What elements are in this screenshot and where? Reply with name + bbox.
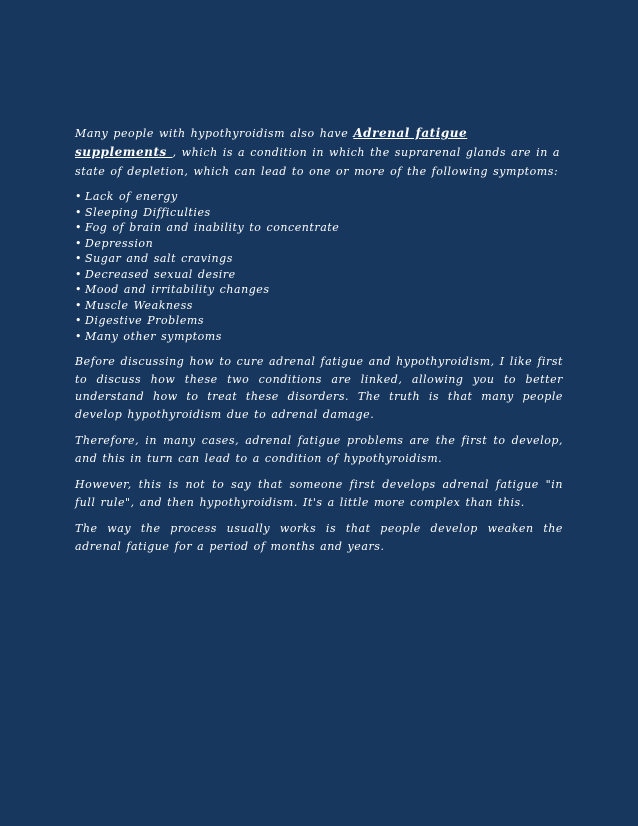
bullet-icon: • xyxy=(75,236,83,250)
intro-text-after-link: , which is a condition in which the suprarenal glands are in a state of depletion, which can lead to one or more of the following symptoms: xyxy=(75,146,560,178)
list-item xyxy=(75,267,563,283)
adrenal-fatigue-supplements-link[interactable]: Adrenal fatigue supplements xyxy=(75,126,468,159)
paragraph-first-to-develop: Therefore, in many cases, adrenal fatigue problems are the first to develop, and this in turn can lead to a condition of hypothyroidism. xyxy=(75,434,563,465)
list-item-text: Sugar and salt cravings xyxy=(85,252,233,265)
bullet-icon: • xyxy=(75,221,83,234)
list-item xyxy=(75,313,563,329)
bullet-icon: • xyxy=(75,329,83,343)
list-item xyxy=(75,189,563,205)
bullet-icon: • xyxy=(75,283,83,296)
list-item-text: Mood and irritability changes xyxy=(85,283,270,296)
list-item-text: Muscle Weakness xyxy=(85,298,194,312)
list-item xyxy=(75,251,563,267)
list-item-text: Lack of energy xyxy=(85,190,178,203)
paragraph-more-complex: However, this is not to say that someone first develops adrenal fatigue "in full rule", and then hypothyroidism. It's a little more complex than this. xyxy=(75,478,563,509)
document-body xyxy=(75,124,563,555)
list-item xyxy=(75,220,563,236)
list-item-text: Many other symptoms xyxy=(85,329,222,343)
bullet-icon: • xyxy=(75,267,83,281)
list-item-text: Depression xyxy=(85,236,154,250)
list-item-text: Decreased sexual desire xyxy=(85,267,236,281)
bullet-icon: • xyxy=(75,298,83,312)
symptoms-list xyxy=(75,189,563,344)
paragraph-linked-conditions: Before discussing how to cure adrenal fatigue and hypothyroidism, I like first to discuss how these two conditions are linked, allowing you to better understand how to treat these disorders. The truth is that many people develop hypothyroidism due to adrenal damage. xyxy=(75,355,563,421)
intro-paragraph xyxy=(75,124,563,181)
list-item xyxy=(75,329,563,345)
bullet-icon: • xyxy=(75,205,83,219)
intro-text-before-link: Many people with hypothyroidism also have xyxy=(75,127,354,140)
list-item xyxy=(75,236,563,252)
list-item xyxy=(75,282,563,298)
bullet-icon: • xyxy=(75,314,83,327)
list-item xyxy=(75,298,563,314)
bullet-icon: • xyxy=(75,190,83,203)
list-item xyxy=(75,205,563,221)
paragraph-process: The way the process usually works is that people develop weaken the adrenal fatigue for a period of months and years. xyxy=(75,522,563,553)
bullet-icon: • xyxy=(75,252,83,265)
list-item-text: Fog of brain and inability to concentrate xyxy=(85,221,340,234)
list-item-text: Digestive Problems xyxy=(85,314,205,327)
list-item-text: Sleeping Difficulties xyxy=(85,205,211,219)
